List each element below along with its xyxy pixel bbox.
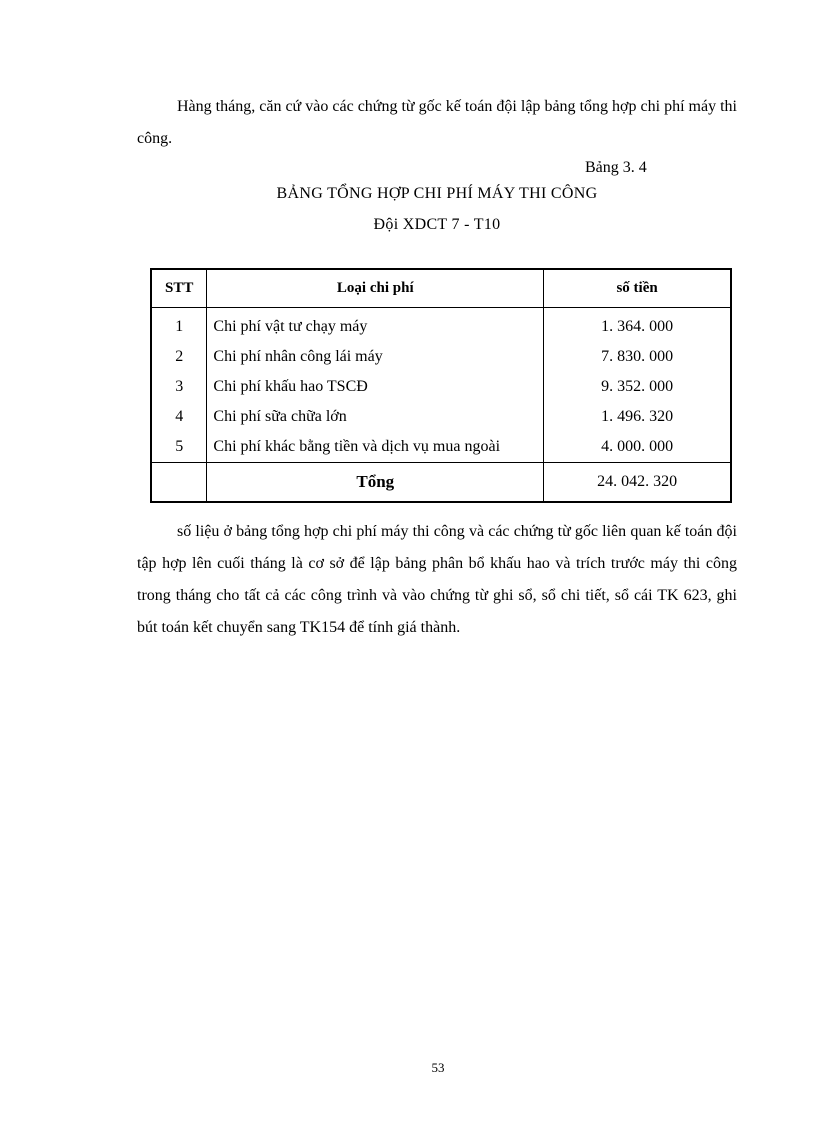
closing-paragraph: số liệu ở bảng tổng hợp chi phí máy thi công và các chứng từ gốc liên quan kế toán đội tập hợp lên cuối tháng là cơ sở để lập bảng phân bổ khấu hao và trích trước máy thi công trong tháng cho tất cả các công trình và vào chứng từ ghi sổ, sổ chi tiết, sổ cái TK 623, ghi bút toán kết chuyển sang TK154 để tính giá thành. (137, 523, 737, 636)
table-row (151, 342, 731, 372)
header-category: Loại chi phí (207, 269, 544, 308)
row-category: Chi phí khác bằng tiền và dịch vụ mua ngoài (207, 432, 544, 463)
table-row (151, 402, 731, 432)
table-row (151, 308, 731, 343)
table-caption: Bảng 3. 4 (585, 159, 647, 176)
table-total-row (151, 463, 731, 503)
row-amount: 9. 352. 000 (544, 372, 731, 402)
row-amount: 7. 830. 000 (544, 342, 731, 372)
total-label: Tổng (207, 463, 544, 503)
header-amount: số tiền (544, 269, 731, 308)
row-stt: 5 (151, 432, 207, 463)
total-stt-empty (151, 463, 207, 503)
row-category: Chi phí sữa chữa lớn (207, 402, 544, 432)
row-stt: 1 (151, 308, 207, 343)
row-stt: 2 (151, 342, 207, 372)
table-subtitle: Đội XDCT 7 - T10 (373, 216, 501, 233)
table-row (151, 432, 731, 463)
header-stt: STT (151, 269, 207, 308)
row-stt: 3 (151, 372, 207, 402)
row-amount: 1. 364. 000 (544, 308, 731, 343)
table-header-row (151, 269, 731, 308)
row-amount: 4. 000. 000 (544, 432, 731, 463)
row-category: Chi phí khấu hao TSCĐ (207, 372, 544, 402)
table-row (151, 372, 731, 402)
row-amount: 1. 496. 320 (544, 402, 731, 432)
table-title: BẢNG TỔNG HỢP CHI PHÍ MÁY THI CÔNG (276, 185, 598, 202)
total-amount: 24. 042. 320 (544, 463, 731, 503)
row-category: Chi phí vật tư chạy máy (207, 308, 544, 343)
row-stt: 4 (151, 402, 207, 432)
row-category: Chi phí nhân công lái máy (207, 342, 544, 372)
intro-paragraph: Hàng tháng, căn cứ vào các chứng từ gốc kế toán đội lập bảng tổng hợp chi phí máy thi công. (137, 98, 737, 147)
cost-summary-table-wrapper (150, 268, 732, 503)
cost-summary-table (150, 268, 732, 503)
page-number: 53 (431, 1060, 445, 1075)
